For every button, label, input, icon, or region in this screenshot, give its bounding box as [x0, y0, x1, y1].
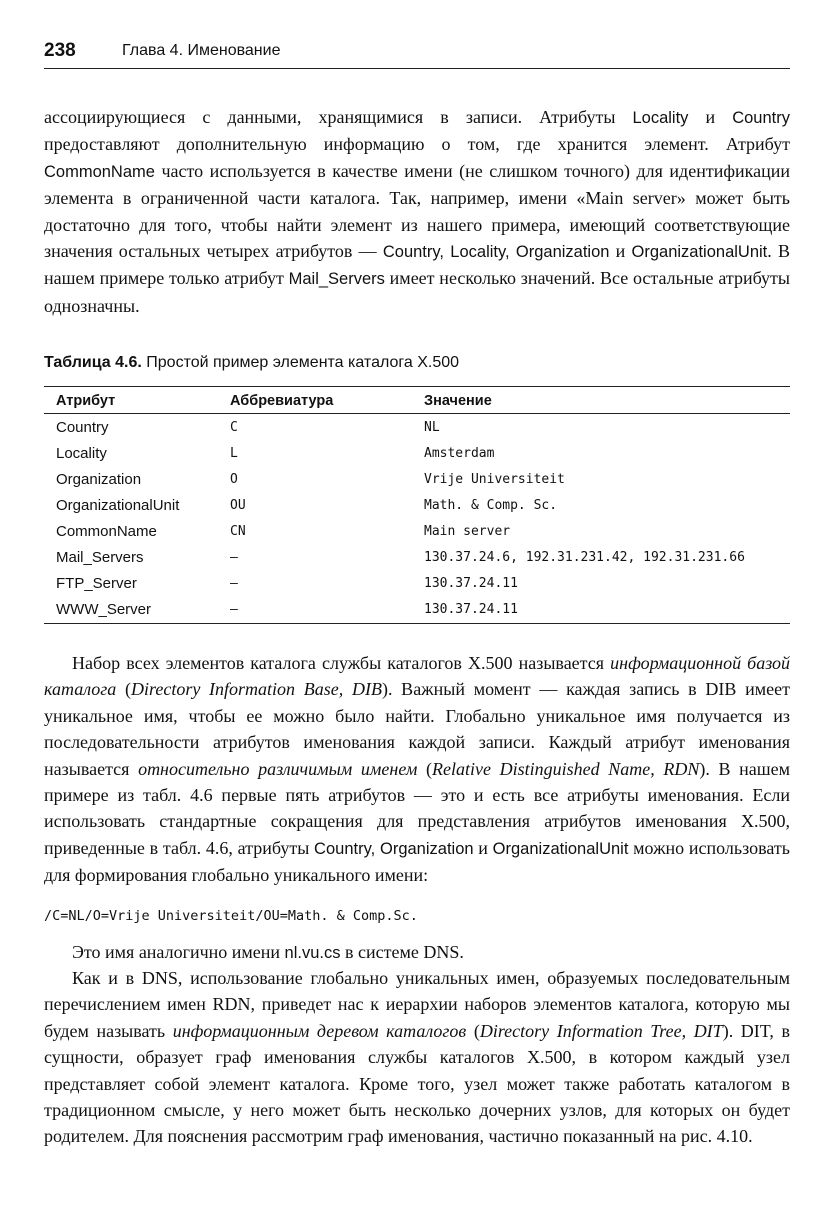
term-locality: Locality — [632, 109, 689, 127]
cell-value: 130.37.24.6, 192.31.231.42, 192.31.231.66 — [424, 550, 745, 566]
cell-attribute: Locality — [56, 444, 107, 462]
table-caption — [44, 354, 790, 372]
table-caption-text: Простой пример элемента каталога X.500 — [141, 354, 460, 371]
term-organizationalunit: OrganizationalUnit — [631, 243, 768, 262]
running-header — [44, 38, 790, 69]
column-header-value: Значение — [424, 387, 790, 414]
table-row — [44, 571, 790, 597]
cell-value: 130.37.24.11 — [424, 597, 790, 624]
term-country: Country — [732, 109, 790, 127]
cell-attribute: FTP_Server — [56, 575, 137, 593]
paragraph-dib: Набор всех элементов каталога службы каталогов X.500 называется информационной базой каталога (Directory Information Base, DIB). Важный момент — каждая запись в DIB имеет уникальное имя, чтобы ее можно было найти. Глобально уникальное имя получается из последовательности атрибутов именования каждой записи. Каждый атрибут именования называется относительно различимым именем (Relative Distinguished Name, RDN). В нашем примере из табл. 4.6 первые пять атрибутов — это и есть все атрибуты именования. Если использовать стандартные сокращения для представления атрибутов именования X.500, приведенные в табл. 4.6, атрибуты Country, Organization и OrganizationalUnit можно использовать для формирования глобально уникального имени: — [44, 653, 791, 886]
column-header-attribute: Атрибут — [44, 387, 230, 414]
cell-abbreviation: OU — [230, 497, 246, 513]
term-dib-en: Directory Information Base, DIB — [131, 679, 382, 700]
cell-abbreviation: C — [230, 419, 238, 435]
cell-abbreviation: CN — [230, 523, 246, 539]
page-number: 238 — [44, 40, 76, 61]
term-attribute-list: Country, Locality, Organization — [382, 243, 610, 262]
table-header-row — [44, 387, 790, 414]
table-row — [44, 492, 790, 518]
paragraph-attributes: ассоциирующиеся с данными, хранящимися в записи. Атрибуты Locality и Country предоставляют дополнительную информацию о том, где хранится элемент. Атрибут CommonName часто используется в качестве имени (не слишком точного) для идентификации элемента в ограниченной части каталога. Так, например, имени «Main server» может быть достаточно для того, чтобы найти элемент из нашего примера, имеющий соответствующие значения остальных четырех атрибутов — Country, Locality, Organization и OrganizationalUnit. В нашем примере только атрибут Mail_Servers имеет несколько значений. Все остальные атрибуты однозначны. — [44, 107, 791, 316]
cell-attribute: Country — [56, 418, 109, 436]
term-dib-ru: информационной базой каталога — [44, 653, 790, 700]
cell-value: NL — [424, 419, 440, 435]
term-rdn-ru: относительно различимым именем — [138, 758, 418, 779]
term-nl-vu-cs: nl.vu.cs — [284, 944, 341, 962]
table-row — [44, 414, 790, 441]
cell-abbreviation: – — [230, 576, 238, 592]
table-row — [44, 597, 790, 624]
cell-value: 130.37.24.11 — [424, 576, 518, 592]
term-rdn-en: Relative Distinguished Name, RDN — [432, 758, 700, 779]
column-header-abbreviation: Аббревиатура — [230, 387, 424, 414]
cell-value: Amsterdam — [424, 445, 495, 461]
x500-entry-table — [44, 386, 790, 624]
paragraph-dit: Как и в DNS, использование глобально уникальных имен, образуемых последовательным перечислением имен RDN, приведет нас к иерархии наборов элементов каталога, которую мы будем называть информационным деревом каталогов (Directory Information Tree, DIT). DIT, в сущности, образует граф именования службы каталогов X.500, в котором каждый узел представляет собой элемент каталога. Кроме того, узел может также работать каталогом в традиционном смысле, у него может быть несколько дочерних узлов, для которых он будет родителем. Для пояснения рассмотрим граф именования, частично показанный на рис. 4.10. — [44, 968, 790, 1147]
cell-abbreviation: – — [230, 550, 238, 566]
table-row — [44, 466, 790, 492]
table-row — [44, 544, 790, 570]
table-caption-label: Таблица 4.6. — [44, 354, 142, 371]
distinguished-name-example: /C=NL/O=Vrije Universiteit/OU=Math. & Comp.Sc. — [44, 908, 418, 924]
table-row — [44, 518, 790, 544]
cell-value: Main server — [424, 523, 511, 539]
term-commonname: CommonName — [44, 162, 155, 181]
table-row — [44, 440, 790, 466]
term-mail-servers: Mail_Servers — [288, 270, 385, 289]
term-dit-ru: информационным деревом каталогов — [172, 1020, 467, 1041]
cell-abbreviation: L — [230, 445, 238, 461]
cell-attribute: CommonName — [56, 522, 157, 540]
term-dit-en: Directory Information Tree, DIT — [479, 1020, 723, 1041]
cell-attribute: Organization — [56, 470, 142, 488]
cell-abbreviation: O — [230, 471, 238, 487]
chapter-title: Глава 4. Именование — [122, 42, 281, 59]
cell-abbreviation: – — [230, 597, 424, 624]
term-organizationalunit-2: OrganizationalUnit — [492, 839, 629, 858]
cell-value: Vrije Universiteit — [424, 471, 565, 487]
cell-attribute: OrganizationalUnit — [56, 496, 180, 514]
paragraph-dns-analogy: Это имя аналогично имени nl.vu.cs в системе DNS. — [72, 942, 464, 962]
term-country-organization: Country, Organization — [314, 839, 474, 858]
cell-value: Math. & Comp. Sc. — [424, 497, 558, 513]
cell-attribute: Mail_Servers — [56, 549, 144, 567]
cell-attribute: WWW_Server — [44, 597, 230, 624]
